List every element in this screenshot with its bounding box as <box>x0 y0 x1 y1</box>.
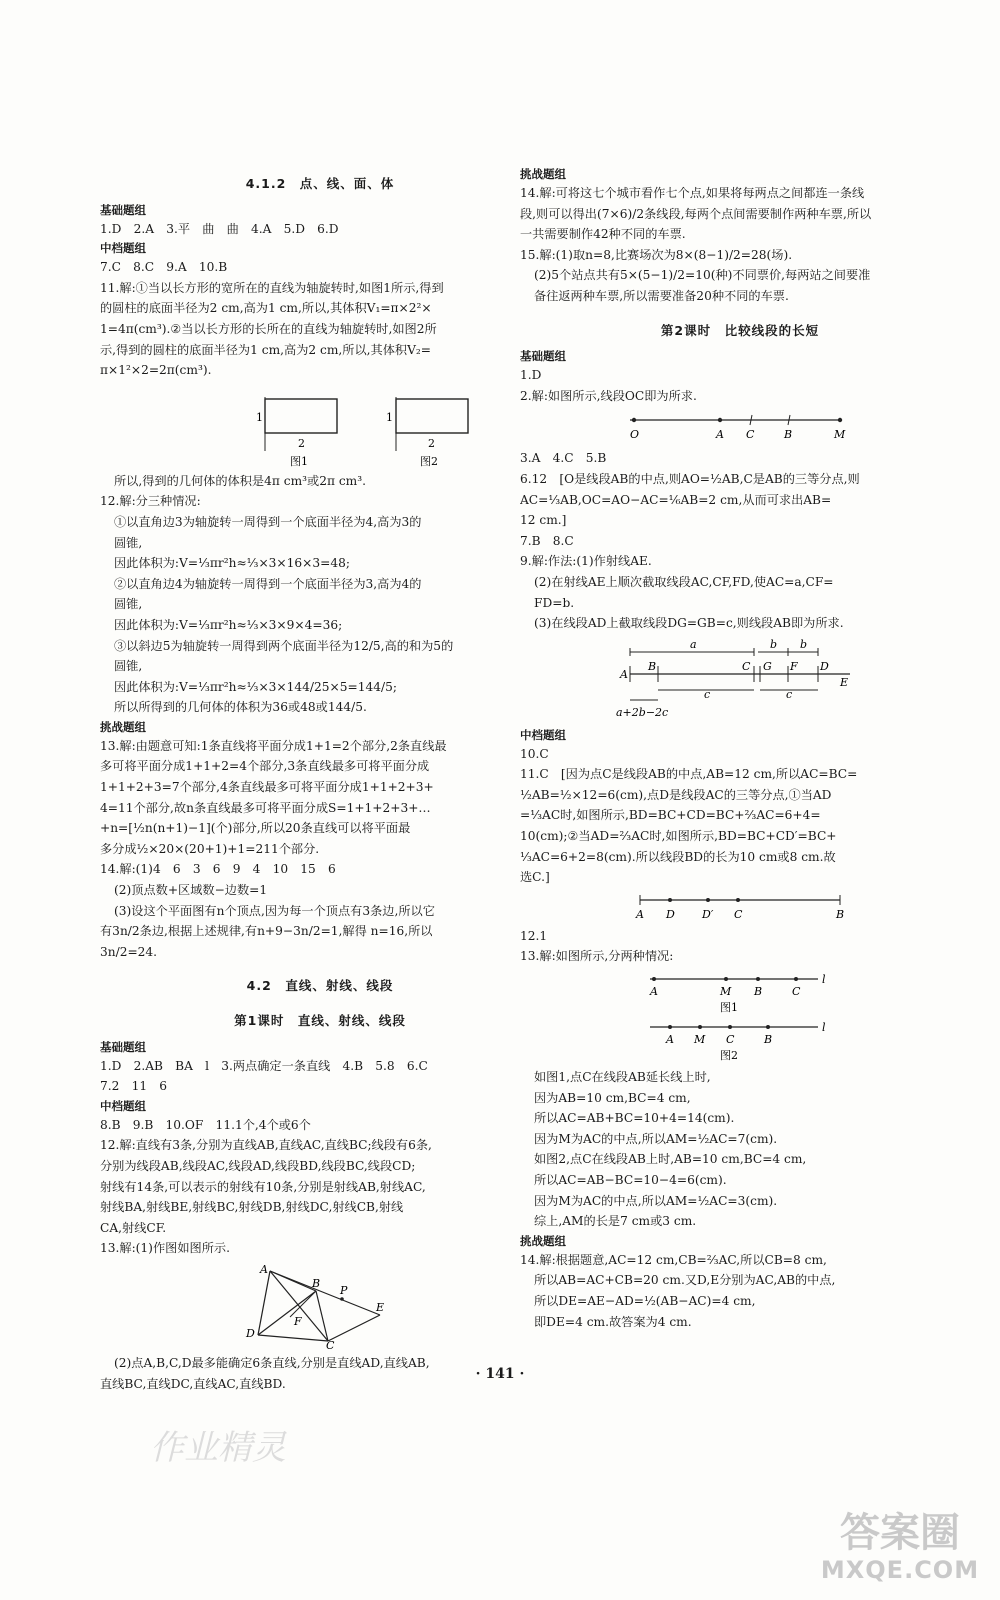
solution-line: 因为AB=10 cm,BC=4 cm, <box>534 1090 691 1105</box>
solution-line: (2)5个站点共有5×(5−1)/2=10(种)不同票价,每两站之间要准 <box>534 268 871 283</box>
solution-line: 6.12 [O是线段AB的中点,则AO=½AB,C是AB的三等分点,则 <box>520 471 860 486</box>
answer-line: 7.B 8.C <box>520 533 574 548</box>
fig2-side-label: 1 <box>386 410 393 424</box>
solution-line: FD=b. <box>534 595 575 610</box>
solution-line: 14.解:可将这七个城市看作七个点,如果将每两点之间都连一条线 <box>520 186 865 200</box>
solution-line: (3)在线段AD上截取线段DG=GB=c,则线段AB即为所求. <box>534 616 844 631</box>
point-label-d: D <box>666 907 675 921</box>
solution-line: CA,射线CF. <box>100 1220 167 1235</box>
length-label-a: a <box>690 637 697 651</box>
lesson-heading: 第2课时 比较线段的长短 <box>660 322 820 338</box>
solution-line: 射线有14条,可以表示的射线有10条,分别是射线AB,射线AC, <box>100 1179 426 1194</box>
answer-line: 12.1 <box>520 928 548 943</box>
solution-line: AC=⅓AB,OC=AO−AC=⅙AB=2 cm,从而可求出AB= <box>520 492 832 507</box>
segment-figure-oc <box>620 410 860 444</box>
solution-line: 13.解:由题意可知:1条直线将平面分成1+1=2个部分,2条直线最 <box>100 738 447 753</box>
solution-line: =⅓AC时,如图所示,BD=BC+CD=BC+⅔AC=6+4= <box>520 808 821 823</box>
fig1-side-label: 1 <box>256 410 263 424</box>
solution-line: 选C.] <box>520 870 550 885</box>
solution-line: 段,则可以得出(7×6)/2条线段,每两个点间需要制作两种车票,所以 <box>520 206 872 221</box>
solution-line: (3)设这个平面图有n个顶点,因为每一个顶点有3条边,所以它 <box>114 903 435 918</box>
solution-line: 备往返两种车票,所以需要准备20种不同的车票. <box>534 288 789 303</box>
page-number: · 141 · <box>475 1366 525 1382</box>
length-label-c: c <box>786 687 793 701</box>
solution-line: 2.解:如图所示,线段OC即为所求. <box>520 388 697 403</box>
point-label-c: C <box>792 985 801 999</box>
geometry-figure-abcd <box>240 1263 400 1349</box>
construction-figure <box>610 638 870 722</box>
solution-line: 圆锥, <box>114 535 143 550</box>
section-heading: 4.1.2 点、线、面、体 <box>245 176 395 191</box>
solution-line: 13.解:如图所示,分两种情况: <box>520 949 674 964</box>
solution-line: ②以直角边4为轴旋转一周得到一个底面半径为3,高为4的 <box>114 576 422 591</box>
group-label: 基础题组 <box>100 202 146 217</box>
solution-line: (2)在射线AE上顺次截取线段AC,CF,FD,使AC=a,CF= <box>534 574 834 589</box>
solution-line: 11.解:①当以长方形的宽所在的直线为轴旋转时,如图1所示,得到 <box>100 280 444 295</box>
solution-line: 所以AB=AC+CB=20 cm.又D,E分别为AC,AB的中点, <box>534 1273 836 1288</box>
point-label-e: E <box>840 675 849 689</box>
answer-line: 7.2 11 6 <box>100 1079 168 1094</box>
length-label-b: b <box>770 637 778 651</box>
point-label-b: B <box>312 1276 321 1290</box>
solution-line: 10(cm);②当AD=⅔AC时,如图所示,BD=BC+CD′=BC+ <box>520 829 837 844</box>
point-label-c: C <box>326 1338 335 1349</box>
answer-line: 1.D <box>520 368 542 383</box>
point-label-e: E <box>376 1300 385 1314</box>
point-label-a: A <box>716 428 724 442</box>
point-label-d: D <box>820 659 829 673</box>
point-label-m: M <box>720 985 732 999</box>
answer-line: 3.A 4.C 5.B <box>520 451 607 466</box>
point-label-f: F <box>294 1314 302 1328</box>
fig2-caption: 图2 <box>420 454 438 467</box>
lesson-heading: 第1课时 直线、射线、线段 <box>234 1013 406 1028</box>
point-label-c: C <box>734 907 743 921</box>
fig1-bottom-label: 2 <box>298 436 305 450</box>
answer-line: 10.C <box>520 746 549 761</box>
solution-line: +n=[½n(n+1)−1](个)部分,所以20条直线可以将平面最 <box>100 821 411 836</box>
solution-line: 分别为线段AB,线段AC,线段AD,线段BD,线段BC,线段CD; <box>100 1158 416 1173</box>
point-label-f: F <box>790 659 798 673</box>
point-label-b: B <box>648 659 657 673</box>
solution-line: 12.解:直线有3条,分别为直线AB,直线AC,直线BC;线段有6条, <box>100 1138 432 1153</box>
solution-line: 如图1,点C在线段AB延长线上时, <box>534 1070 711 1085</box>
group-label: 中档题组 <box>100 241 146 256</box>
point-label-a: A <box>666 1033 674 1047</box>
solution-line: π×1²×2=2π(cm³). <box>100 363 212 378</box>
point-label-p: P <box>340 1283 348 1297</box>
fig1-caption: 图1 <box>290 454 308 467</box>
right-column <box>520 165 960 1332</box>
solution-line: 4=11个部分,故n条直线最多可将平面分成S=1+1+2+3+… <box>100 800 431 815</box>
solution-line: 圆锥, <box>114 597 143 612</box>
point-label-a: A <box>636 907 644 921</box>
group-label: 基础题组 <box>520 349 566 364</box>
point-label-a: A <box>260 1262 268 1276</box>
watermark-text: 作业精灵 <box>150 1428 286 1468</box>
solution-line: 13.解:(1)作图如图所示. <box>100 1241 230 1256</box>
solution-line: 3n/2=24. <box>100 944 158 959</box>
solution-line: 14.解:(1)4 6 3 6 9 4 10 15 6 <box>100 862 336 877</box>
watermark-logo-title: 答案圈 <box>840 1510 960 1556</box>
solution-line: 1=4π(cm³).②当以长方形的长所在的直线为轴旋转时,如图2所 <box>100 321 437 336</box>
solution-line: 有3n/2条边,根据上述规律,有n+9−3n/2=1,解得 n=16,所以 <box>100 924 433 939</box>
group-label: 挑战题组 <box>520 167 566 181</box>
solution-line: 所以所得到的几何体的体积为36或48或144/5. <box>114 700 367 715</box>
line-label-l: l <box>822 973 826 987</box>
group-label: 挑战题组 <box>520 1233 566 1248</box>
point-label-c: C <box>726 1033 735 1047</box>
solution-line: 的圆柱的底面半径为2 cm,高为1 cm,所以,其体积V₁=π×2²× <box>100 301 432 316</box>
solution-line: 所以AC=AB+BC=10+4=14(cm). <box>534 1111 735 1126</box>
solution-line: 一共需要制作42种不同的车票. <box>520 227 686 242</box>
point-label-c: C <box>746 428 755 442</box>
solution-line: 14.解:根据题意,AC=12 cm,CB=⅔AC,所以CB=8 cm, <box>520 1252 827 1267</box>
solution-line: 直线BC,直线DC,直线AC,直线BD. <box>100 1376 286 1391</box>
solution-line: 所以,得到的几何体的体积是4π cm³或2π cm³. <box>114 473 366 488</box>
group-label: 中档题组 <box>520 727 566 742</box>
point-label-a: A <box>650 985 658 999</box>
solution-line: 所以DE=AE−AD=½(AB−AC)=4 cm, <box>534 1293 756 1308</box>
length-expression: a+2b−2c <box>616 705 669 719</box>
figure-caption: 图2 <box>720 1049 738 1063</box>
solution-line: (2)顶点数+区域数−边数=1 <box>114 883 268 898</box>
solution-line: 11.C [因为点C是线段AB的中点,AB=12 cm,所以AC=BC= <box>520 767 858 782</box>
point-label-b: B <box>784 428 793 442</box>
point-label-b: B <box>754 985 763 999</box>
segment-figure-case-1 <box>640 971 840 1015</box>
line-label-l: l <box>822 1021 826 1035</box>
solution-line: 因为M为AC的中点,所以AM=½AC=3(cm). <box>534 1193 778 1208</box>
solution-line: 因此体积为:V=⅓πr²h≈⅓×3×9×4=36; <box>114 617 343 632</box>
solution-line: 1+1+2+3=7个部分,4条直线最多可将平面分成1+1+2+3+ <box>100 780 434 795</box>
solution-line: 12 cm.] <box>520 513 567 528</box>
answer-line: 1.D 2.AB BA l 3.两点确定一条直线 4.B 5.8 6.C <box>100 1058 428 1073</box>
solution-line: 多可将平面分成1+1+2=4个部分,3条直线最多可将平面分成 <box>100 759 430 774</box>
solution-line: 因此体积为:V=⅓πr²h≈⅓×3×16×3=48; <box>114 556 350 571</box>
solution-line: 即DE=4 cm.故答案为4 cm. <box>534 1314 692 1329</box>
solution-line: (2)点A,B,C,D最多能确定6条直线,分别是直线AD,直线AB, <box>114 1355 430 1370</box>
group-label: 基础题组 <box>100 1039 146 1054</box>
solution-line: 射线BA,射线BE,射线BC,射线DB,射线DC,射线CB,射线 <box>100 1200 404 1215</box>
solution-line: ⅓AC=6+2=8(cm).所以线段BD的长为10 cm或8 cm.故 <box>520 849 836 864</box>
point-label-m: M <box>834 428 846 442</box>
solution-line: 多分成½×20×(20+1)+1=211个部分. <box>100 841 320 856</box>
point-label-g: G <box>763 659 772 673</box>
segment-figure-case-2 <box>640 1019 840 1063</box>
left-column <box>100 160 540 1394</box>
solution-line: 9.解:作法:(1)作射线AE. <box>520 554 652 569</box>
solution-line: ①以直角边3为轴旋转一周得到一个底面半径为4,高为3的 <box>114 514 422 529</box>
point-label-a: A <box>620 667 628 681</box>
point-label-d-prime: D′ <box>702 907 714 921</box>
segment-figure-ab <box>630 892 850 922</box>
point-label-d: D <box>246 1326 255 1340</box>
length-label-b: b <box>800 637 808 651</box>
answer-line: 1.D 2.A 3.平 曲 曲 4.A 5.D 6.D <box>100 221 339 236</box>
solution-line: ③以斜边5为轴旋转一周得到两个底面半径为12/5,高的和为5的 <box>114 638 454 653</box>
answer-line: 7.C 8.C 9.A 10.B <box>100 260 228 275</box>
solution-line: 如图2,点C在线段AB上时,AB=10 cm,BC=4 cm, <box>534 1152 807 1167</box>
point-label-b: B <box>836 907 845 921</box>
solution-line: 15.解:(1)取n=8,比赛场次为8×(8−1)/2=28(场). <box>520 247 793 262</box>
solution-line: 圆锥, <box>114 659 143 674</box>
point-label-b: B <box>764 1033 773 1047</box>
solution-line: 因为M为AC的中点,所以AM=½AC=7(cm). <box>534 1131 778 1146</box>
point-label-o: O <box>630 428 640 442</box>
watermark-logo-url: MXQE.COM <box>820 1556 980 1584</box>
watermark-logo <box>810 1510 990 1584</box>
rectangle-figures <box>170 385 470 467</box>
answer-line: 8.B 9.B 10.OF 11.1个,4个或6个 <box>100 1117 311 1132</box>
solution-line: 因此体积为:V=⅓πr²h≈⅓×3×144/25×5=144/5; <box>114 679 397 694</box>
group-label: 中档题组 <box>100 1098 146 1113</box>
solution-line: 示,得到的圆柱的底面半径为1 cm,高为2 cm,所以,其体积V₂= <box>100 342 431 357</box>
solution-line: 12.解:分三种情况: <box>100 494 201 509</box>
solution-line: 综上,AM的长是7 cm或3 cm. <box>534 1214 697 1229</box>
length-label-c: c <box>704 687 711 701</box>
solution-line: 所以AC=AB−BC=10−4=6(cm). <box>534 1173 727 1187</box>
fig2-bottom-label: 2 <box>428 436 435 450</box>
figure-caption: 图1 <box>720 1001 738 1015</box>
section-heading: 4.2 直线、射线、线段 <box>246 978 394 994</box>
point-label-m: M <box>694 1033 706 1047</box>
solution-line: ½AB=½×12=6(cm),点D是线段AC的三等分点,①当AD <box>520 787 832 802</box>
group-label: 挑战题组 <box>100 719 146 734</box>
point-label-c: C <box>742 659 751 673</box>
